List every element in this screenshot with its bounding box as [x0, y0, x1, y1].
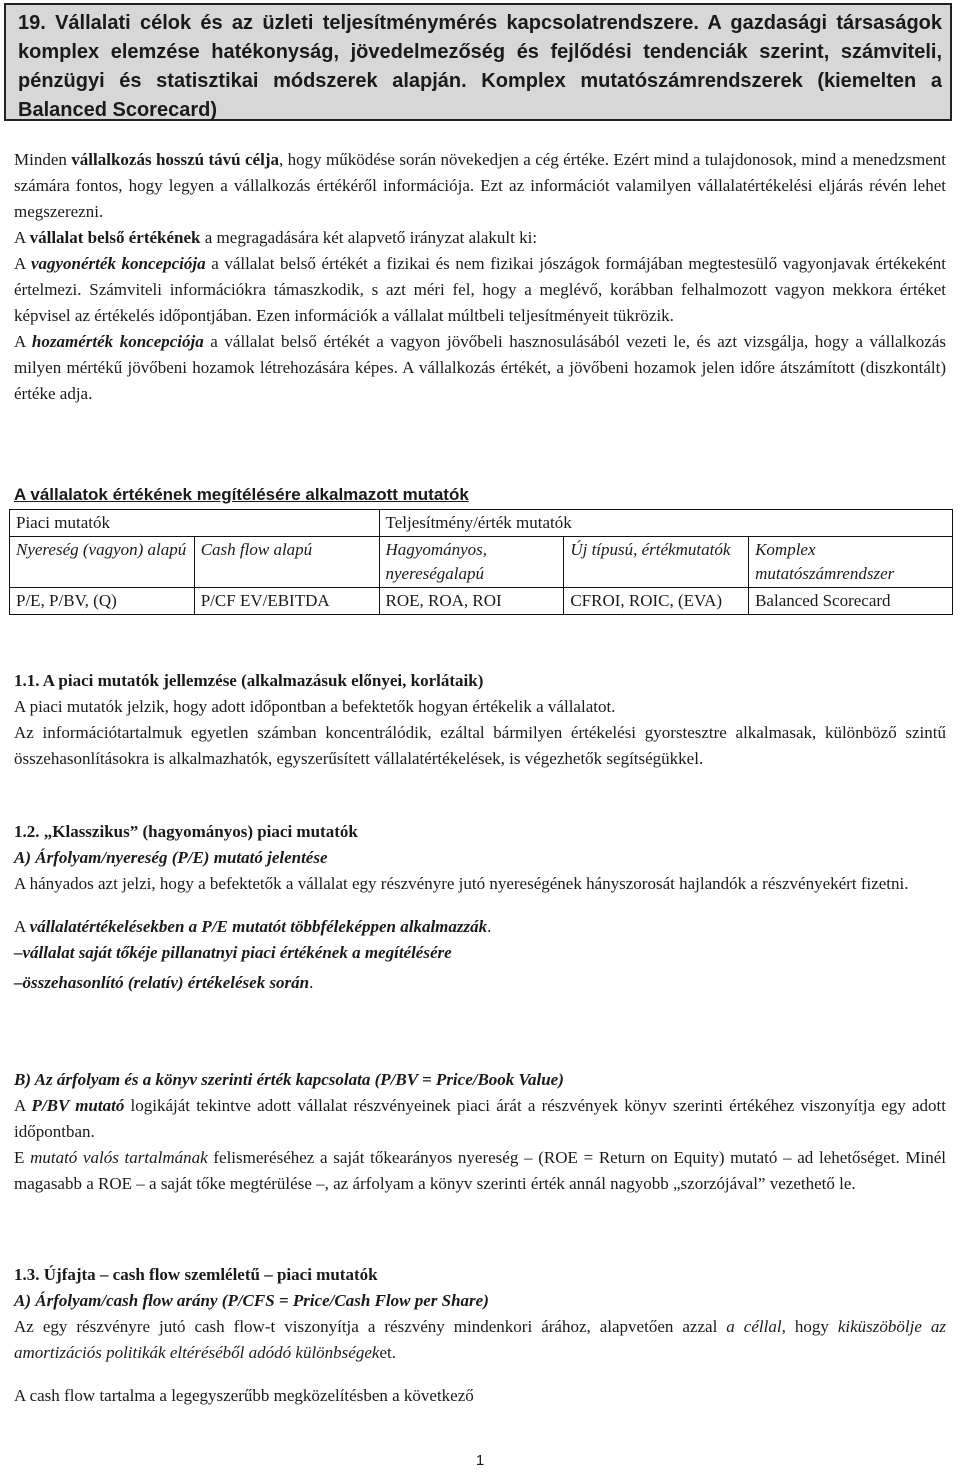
table-cell: CFROI, ROIC, (EVA)	[564, 588, 749, 615]
page-number: 1	[475, 1452, 485, 1469]
table-cell: Balanced Scorecard	[749, 588, 953, 615]
section-1-3	[14, 1262, 946, 1409]
table-category-row	[10, 537, 953, 588]
table-cell: Hagyományos, nyereségalapú	[379, 537, 564, 588]
section-1-2-paragraph-3: A P/BV mutató logikáját tekintve adott vállalat részvényeinek piaci árát a részvények könyv szerinti értékéhez viszonyítja egy adott időpontban.	[14, 1096, 946, 1141]
section-1-2-paragraph-4: E mutató valós tartalmának felismeréséhez a saját tőkearányos nyereség – (ROE = Return on Equity) mutató – ad lehetőséget. Minél magasabb a ROE – a saját tőke megtérülése –, az árfolyam a könyv szerinti érték annál nagyobb „szorzójával” vezethető le.	[14, 1148, 946, 1193]
section-title-box	[4, 3, 952, 121]
intro-block	[14, 147, 946, 407]
section-1-1-paragraph-1: A piaci mutatók jelzik, hogy adott időpontban a befektetők hogyan értékelik a vállalatot.	[14, 697, 616, 716]
section-1-2	[14, 819, 946, 996]
section-1-2-dash-2: –összehasonlító (relatív) értékelések során.	[14, 973, 314, 992]
section-1-3-heading: 1.3. Újfajta – cash flow szemléletű – piaci mutatók	[14, 1265, 378, 1284]
section-1-2-b	[14, 1067, 946, 1197]
section-1-2-sub-a: A) Árfolyam/nyereség (P/E) mutató jelentése	[14, 848, 328, 867]
section-1-1-paragraph-2: Az információtartalmuk egyetlen számban koncentrálódik, ezáltal bármilyen értékelési gyorstesztre alkalmasak, különböző szintű összehasonlításokra is alkalmazhatók, egyszerűsített vállalatértékelések, is végezhetők segítségükkel.	[14, 723, 946, 768]
section-1-1-heading: 1.1. A piaci mutatók jellemzése (alkalmazásuk előnyei, korlátaik)	[14, 671, 484, 690]
table-header-row	[10, 510, 953, 537]
section-1-1	[14, 668, 946, 772]
header-performance: Teljesítmény/érték mutatók	[379, 510, 953, 537]
table-cell: Cash flow alapú	[194, 537, 379, 588]
table-value-row	[10, 588, 953, 615]
section-1-2-dash-1: –vállalat saját tőkéje pillanatnyi piaci értékének a megítélésére	[14, 943, 452, 962]
section-1-2-sub-b: B) Az árfolyam és a könyv szerinti érték kapcsolata (P/BV = Price/Book Value)	[14, 1070, 564, 1089]
section-1-3-paragraph-2: A cash flow tartalma a legegyszerűbb megközelítésben a következő	[14, 1386, 474, 1405]
section-1-2-paragraph-2: A vállalatértékelésekben a P/E mutatót többféleképpen alkalmazzák.	[14, 917, 492, 936]
table-cell: Nyereség (vagyon) alapú	[10, 537, 195, 588]
table-heading: A vállalatok értékének megítélésére alkalmazott mutatók	[14, 485, 469, 504]
table-cell: P/CF EV/EBITDA	[194, 588, 379, 615]
section-title: 19. Vállalati célok és az üzleti teljesítménymérés kapcsolatrendszere. A gazdasági társaságok komplex elemzése hatékonyság, jövedelmezőség és fejlődési tendenciák szerint, számviteli, pénzügyi és statisztikai módszerek alapján. Komplex mutatószámrendszerek (kiemelten a Balanced Scorecard)	[18, 12, 942, 121]
section-1-3-paragraph-1: Az egy részvényre jutó cash flow-t viszonyítja a részvény mindenkori árához, alapvetően azzal a céllal, hogy kiküszöbölje az amortizációs politikák eltéréséből adódó különbségeket.	[14, 1317, 947, 1362]
section-1-2-heading: 1.2. „Klasszikus” (hagyományos) piaci mutatók	[14, 822, 358, 841]
intro-paragraph-2: A vállalat belső értékének a megragadására két alapvető irányzat alakult ki:	[14, 228, 538, 247]
table-cell: Komplex mutatószámrendszer	[749, 537, 953, 588]
metrics-table	[9, 509, 953, 615]
intro-paragraph-4: A hozamérték koncepciója a vállalat belső értékét a vagyon jövőbeli hasznosulásából vezeti le, és azt vizsgálja, hogy a vállalkozás milyen mértékű jövőbeni hozamok létrehozására képes. A vállalkozás értékét, a jövőbeni hozamok jelen időre átszámított (diszkontált) értéke adja.	[14, 332, 946, 403]
table-cell: Új típusú, értékmutatók	[564, 537, 749, 588]
table-cell: P/E, P/BV, (Q)	[10, 588, 195, 615]
table-cell: ROE, ROA, ROI	[379, 588, 564, 615]
section-1-2-paragraph-1: A hányados azt jelzi, hogy a befektetők a vállalat egy részvényre jutó nyereségének hányszorosát hajlandók a részvényekért fizetni.	[14, 874, 909, 893]
section-1-3-sub-a: A) Árfolyam/cash flow arány (P/CFS = Price/Cash Flow per Share)	[14, 1291, 489, 1310]
header-market: Piaci mutatók	[10, 510, 380, 537]
intro-paragraph-3: A vagyonérték koncepciója a vállalat belső értékét a fizikai és nem fizikai jószágok formájában megtestesülő vagyonjavak értékeként értelmezi. Számviteli információkra támaszkodik, s azt méri fel, hogy a meglévő, korábban felhalmozott vagyon mekkora értéket képvisel az értékelés időpontjában. Ezen információk a vállalat múltbeli teljesítményeit tükrözik.	[14, 254, 947, 325]
intro-paragraph-1: Minden vállalkozás hosszú távú célja, hogy működése során növekedjen a cég értéke. Ezért mind a tulajdonosok, mind a menedzsment számára fontos, hogy legyen a vállalkozás értékéről információja. Ezt az információt valamilyen vállalatértékelési eljárás révén lehet megszerezni.	[14, 150, 947, 221]
